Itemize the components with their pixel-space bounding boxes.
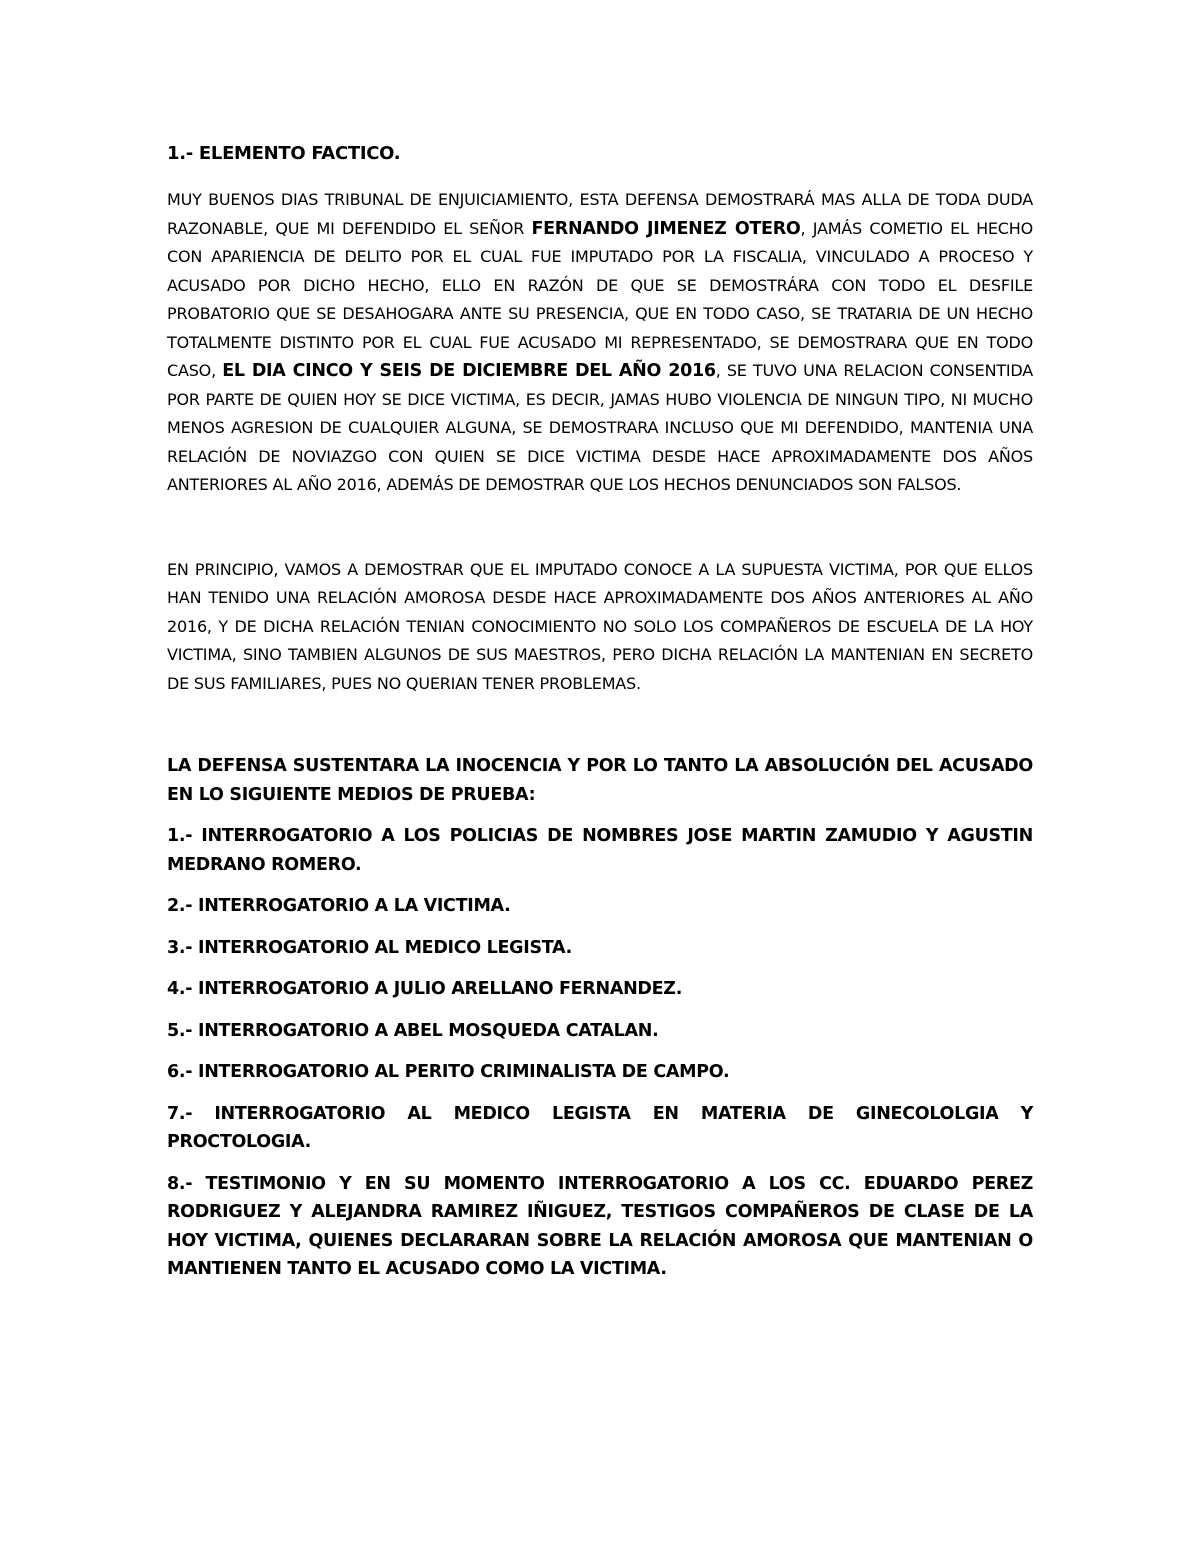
evidence-item: 5.- INTERROGATORIO A ABEL MOSQUEDA CATALAN. [167, 1020, 659, 1041]
defense-intro: LA DEFENSA SUSTENTARA LA INOCENCIA Y POR LO TANTO LA ABSOLUCIÓN DEL ACUSADO EN LO SIGUIENTE MEDIOS DE PRUEBA: [167, 756, 1033, 805]
opening-text-part-2: , JAMÁS COMETIO EL HECHO CON APARIENCIA DE DELITO POR EL CUAL FUE IMPUTADO POR LA FISCALIA, VINCULADO A PROCESO Y ACUSADO POR DICHO HECHO, ELLO EN RAZÓN DE QUE SE DEMOSTRÁRA CON TODO EL DESFILE PROBATORIO QUE SE DESAHOGARA ANTE SU PRESENCIA, QUE EN TODO CASO, SE TRATARIA DE UN HECHO TOTALMENTE DISTINTO POR EL CUAL FUE ACUSADO MI REPRESENTADO, SE DEMOSTRARA QUE EN TODO CASO, [167, 218, 1034, 380]
section-heading: 1.- ELEMENTO FACTICO. [167, 143, 401, 164]
opening-text-part-1: MUY BUENOS DIAS TRIBUNAL DE ENJUICIAMIENTO, ESTA DEFENSA DEMOSTRARÁ MAS ALLA DE TODA DUDA RAZONABLE, QUE MI DEFENDIDO EL SEÑOR [167, 190, 1033, 238]
opening-text-part-3: , SE TUVO UNA RELACION CONSENTIDA POR PARTE DE QUIEN HOY SE DICE VICTIMA, ES DECIR, JAMAS HUBO VIOLENCIA DE NINGUN TIPO, NI MUCHO MENOS AGRESION DE CUALQUIER ALGUNA, SE DEMOSTRARA INCLUSO QUE MI DEFENDIDO, MANTENIA UNA RELACIÓN DE NOVIAZGO CON QUIEN SE DICE VICTIMA DESDE HACE APROXIMADAMENTE DOS AÑOS ANTERIORES AL AÑO 2016, ADEMÁS DE DEMOSTRAR QUE LOS HECHOS DENUNCIADOS SON FALSOS. [167, 361, 1034, 494]
evidence-item: 2.- INTERROGATORIO A LA VICTIMA. [167, 896, 511, 916]
evidence-item: 8.- TESTIMONIO Y EN SU MOMENTO INTERROGATORIO A LOS CC. EDUARDO PEREZ RODRIGUEZ Y ALEJANDRA RAMIREZ IÑIGUEZ, TESTIGOS COMPAÑEROS DE CLASE DE LA HOY VICTIMA, QUIENES DECLARARAN SOBRE LA RELACIÓN AMOROSA QUE MANTENIAN O MANTIENEN TANTO EL ACUSADO COMO LA VICTIMA. [167, 1173, 1033, 1279]
evidence-item: 1.- INTERROGATORIO A LOS POLICIAS DE NOMBRES JOSE MARTIN ZAMUDIO Y AGUSTIN MEDRANO ROMERO. [167, 826, 1033, 875]
evidence-item: 7.- INTERROGATORIO AL MEDICO LEGISTA EN MATERIA DE GINECOLOLGIA Y PROCTOLOGIA. [167, 1103, 1033, 1152]
opening-paragraph [167, 186, 1033, 500]
event-date: EL DIA CINCO Y SEIS DE DICIEMBRE DEL AÑO 2016 [222, 361, 716, 381]
evidence-item: 6.- INTERROGATORIO AL PERITO CRIMINALISTA DE CAMPO. [167, 1062, 730, 1082]
evidence-item: 4.- INTERROGATORIO A JULIO ARELLANO FERNANDEZ. [167, 979, 683, 999]
principle-paragraph: EN PRINCIPIO, VAMOS A DEMOSTRAR QUE EL IMPUTADO CONOCE A LA SUPUESTA VICTIMA, POR QUE ELLOS HAN TENIDO UNA RELACIÓN AMOROSA DESDE HACE APROXIMADAMENTE DOS AÑOS ANTERIORES AL AÑO 2016, Y DE DICHA RELACIÓN TENIAN CONOCIMIENTO NO SOLO LOS COMPAÑEROS DE ESCUELA DE LA HOY VICTIMA, SINO TAMBIEN ALGUNOS DE SUS MAESTROS, PERO DICHA RELACIÓN LA MANTENIAN EN SECRETO DE SUS FAMILIARES, PUES NO QUERIAN TENER PROBLEMAS. [167, 559, 1033, 693]
document-page [167, 140, 1033, 1297]
defendant-name: FERNANDO JIMENEZ OTERO [531, 218, 801, 239]
evidence-item: 3.- INTERROGATORIO AL MEDICO LEGISTA. [167, 937, 572, 958]
